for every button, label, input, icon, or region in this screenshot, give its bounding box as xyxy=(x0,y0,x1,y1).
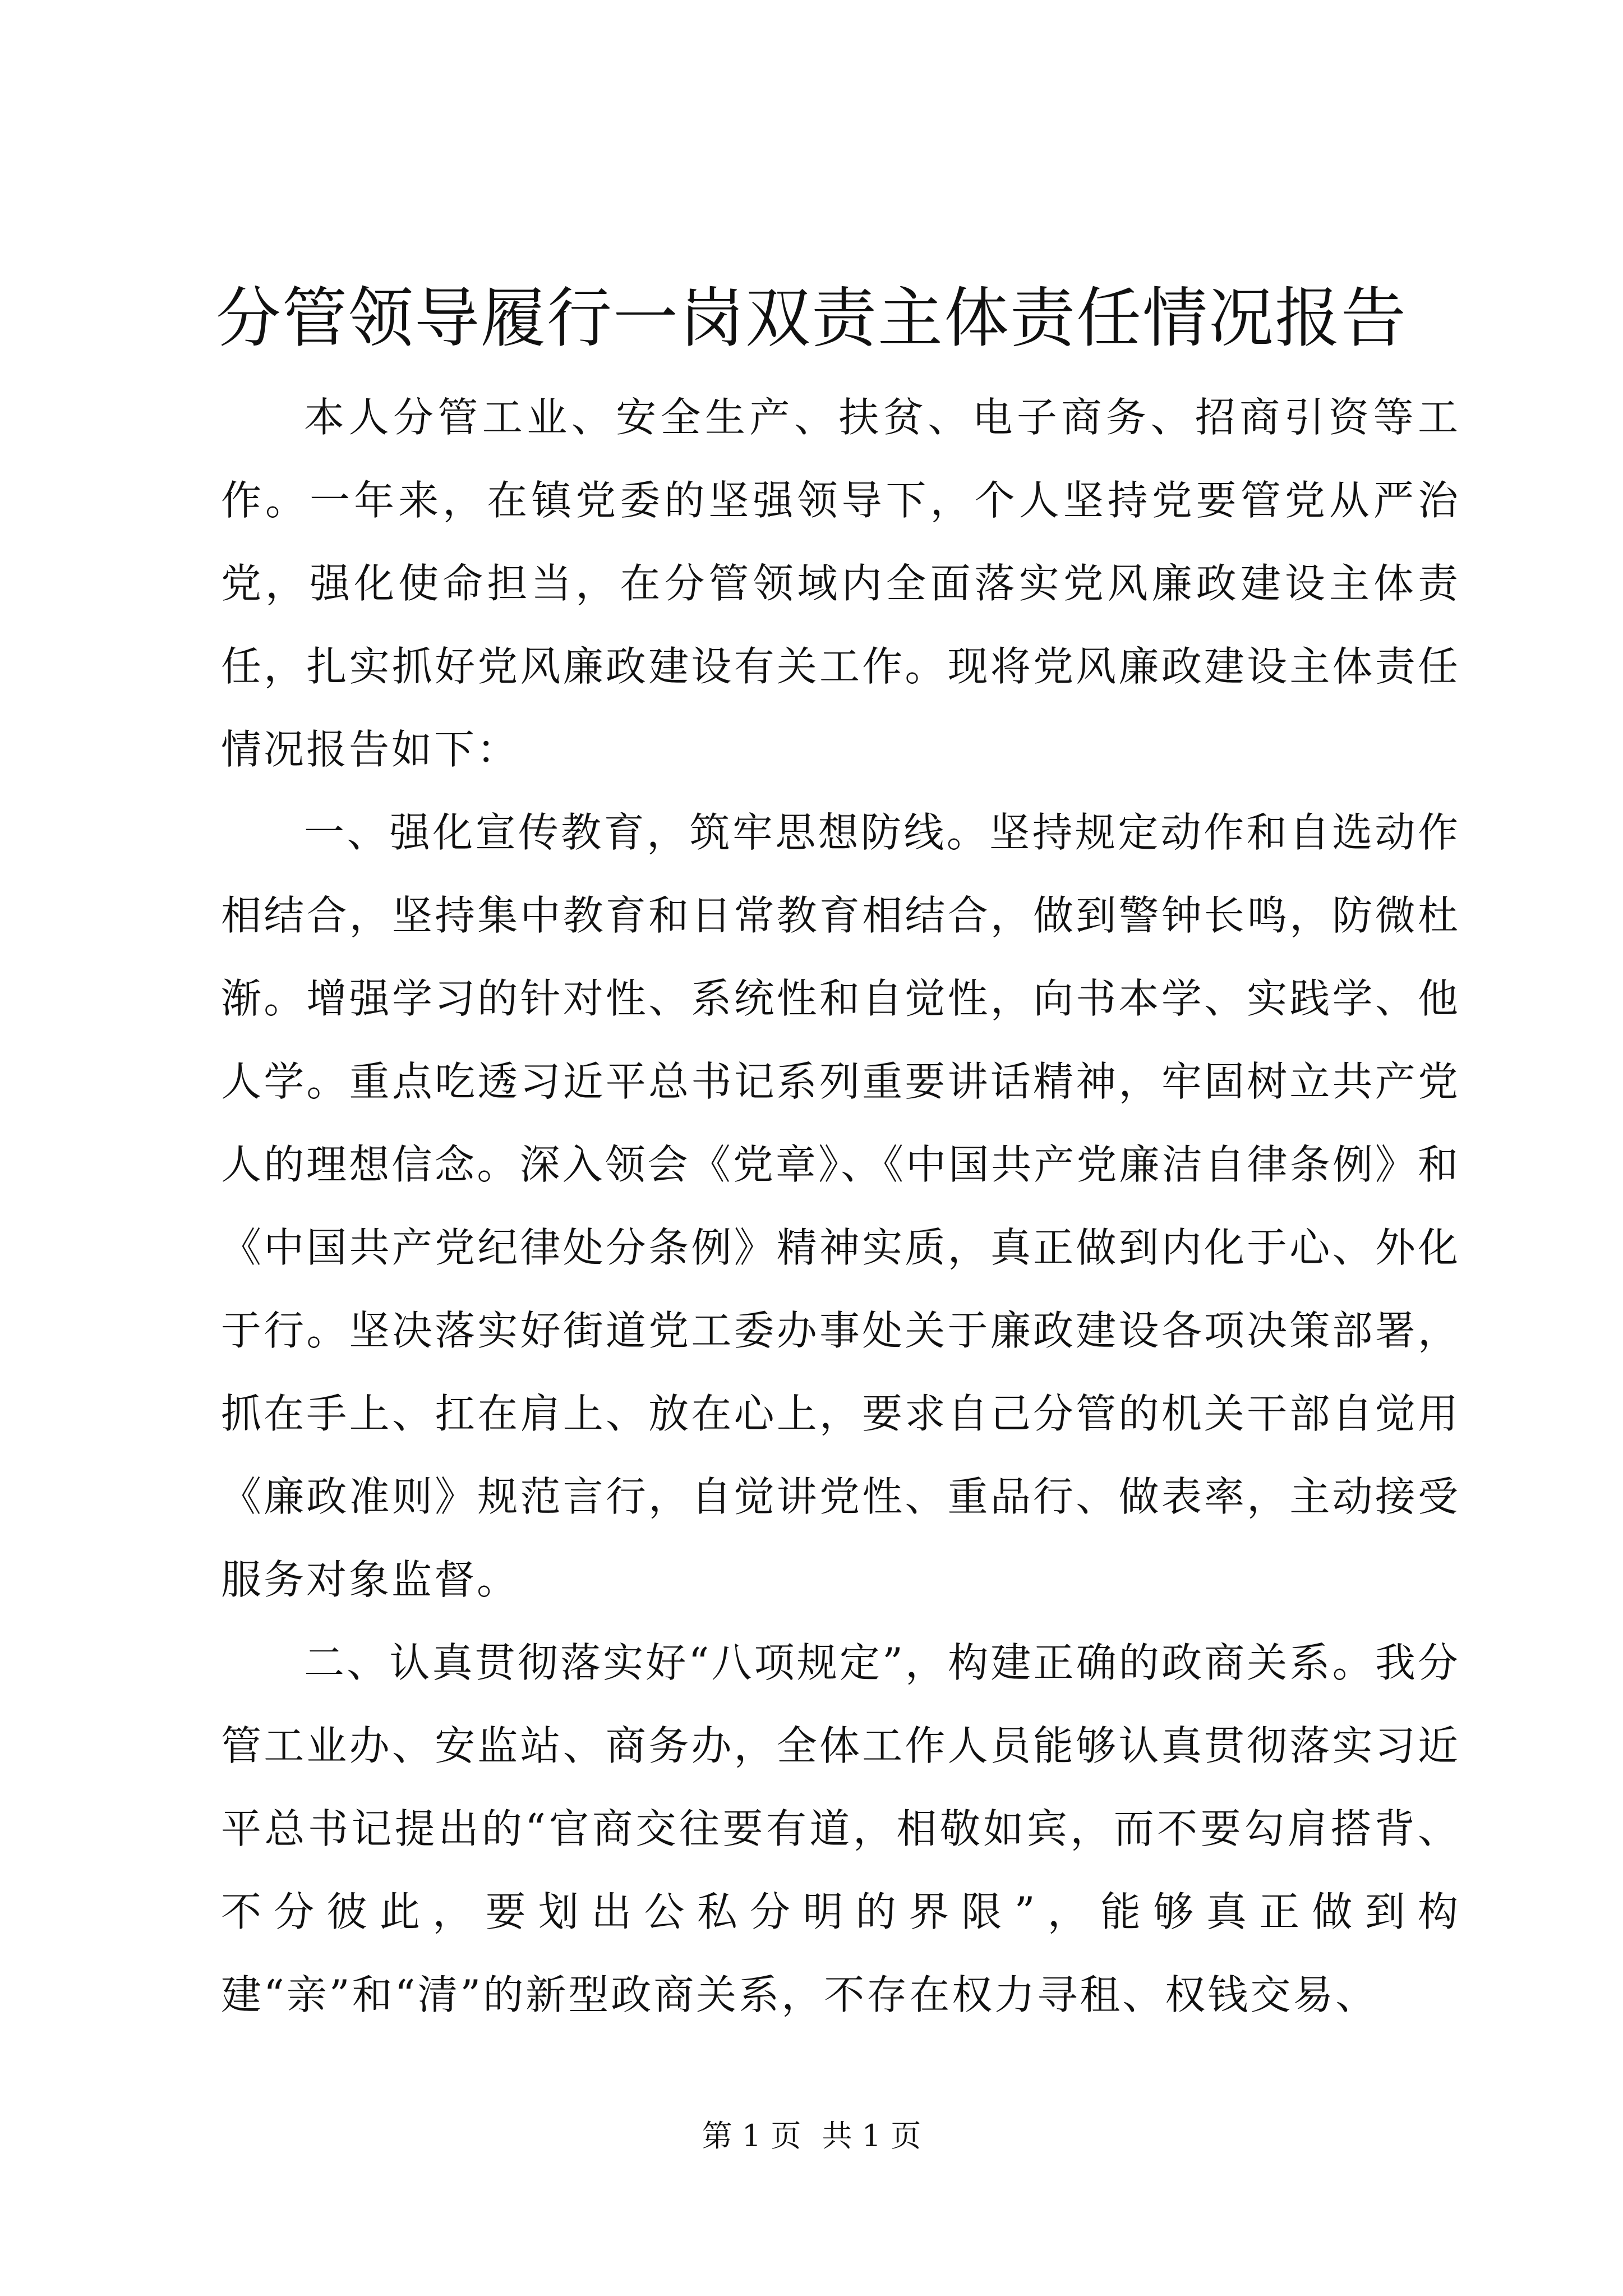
document-body xyxy=(221,376,1460,2036)
document-title: 分管领导履行一岗双责主体责任情况报告 xyxy=(216,280,1407,356)
paragraph-section-2: 二、认真贯彻落实好“八项规定”，构建正确的政商关系。我分管工业办、安监站、商务办，全体工作人员能够认真贯彻落实习近平总书记提出的“官商交往要有道，相敬如宾，而不要勾肩搭背、不分彼此，要划出公私分明的界限”，能够真正做到构建“亲”和“清”的新型政商关系，不存在权力寻租、权钱交易、 xyxy=(221,1639,1460,2018)
page-footer xyxy=(0,2114,1623,2159)
paragraph-section-1: 一、强化宣传教育，筑牢思想防线。坚持规定动作和自选动作相结合，坚持集中教育和日常教育相结合，做到警钟长鸣，防微杜渐。增强学习的针对性、系统性和自觉性，向书本学、实践学、他人学。重点吃透习近平总书记系列重要讲话精神，牢固树立共产党人的理想信念。深入领会《党章》、《中国共产党廉洁自律条例》和《中国共产党纪律处分条例》精神实质，真正做到内化于心、外化于行。坚决落实好街道党工委办事处关于廉政建设各项决策部署，抓在手上、扛在肩上、放在心上，要求自己分管的机关干部自觉用《廉政准则》规范言行，自觉讲党性、重品行、做表率，主动接受服务对象监督。 xyxy=(221,809,1460,1603)
paragraph-intro: 本人分管工业、安全生产、扶贫、电子商务、招商引资等工作。一年来，在镇党委的坚强领导下，个人坚持党要管党从严治党，强化使命担当，在分管领域内全面落实党风廉政建设主体责任，扎实抓好党风廉政建设有关工作。现将党风廉政建设主体责任情况报告如下： xyxy=(221,394,1460,773)
page-total: 共 1 页 xyxy=(822,2118,921,2154)
page-number: 第 1 页 xyxy=(702,2118,801,2154)
